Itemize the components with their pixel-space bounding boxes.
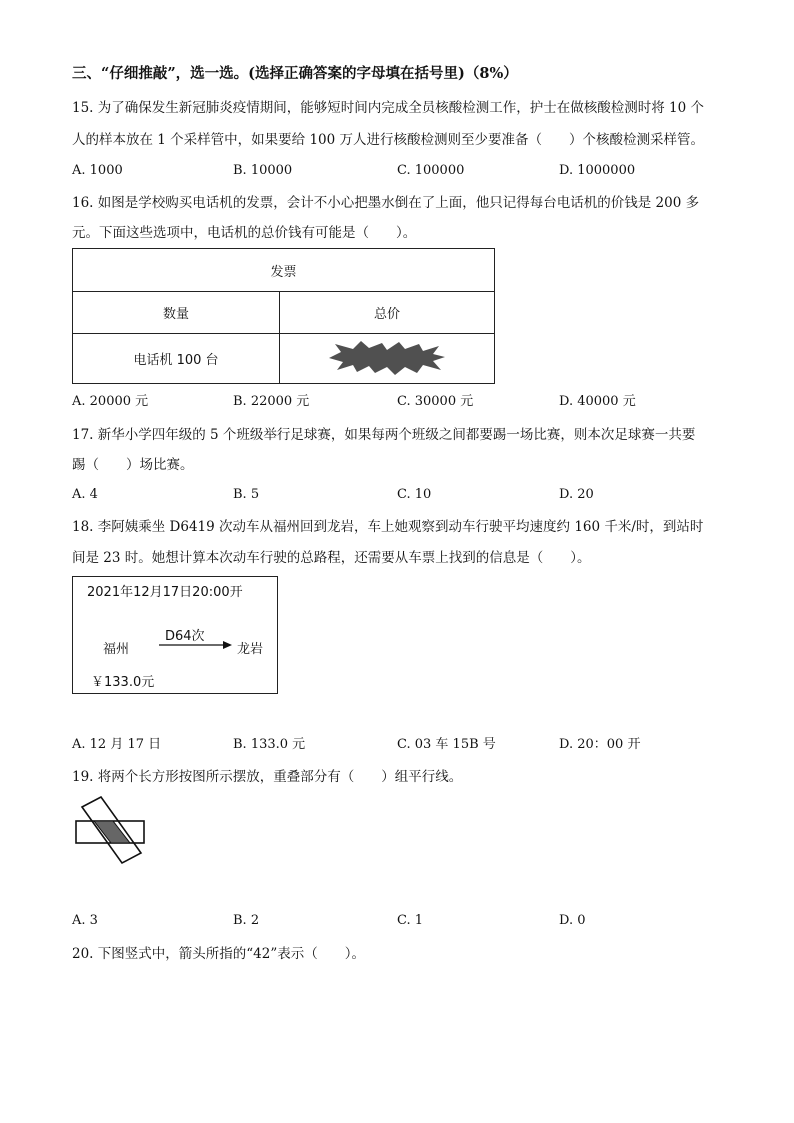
invoice-col-quantity: 数量	[73, 291, 280, 333]
q19-option-c: C. 1	[397, 913, 424, 928]
invoice-title: 发票	[270, 264, 297, 280]
q18-option-d: D. 20：00 开	[559, 737, 641, 752]
section-title: 三、“仔细推敲”，选一选。(选择正确答案的字母填在括号里)（8%）	[72, 65, 518, 82]
q17-option-a: A. 4	[72, 487, 98, 502]
q15-option-b: B. 10000	[233, 163, 293, 178]
q19-option-a: A. 3	[72, 913, 98, 928]
ticket-price: ￥133.0元	[91, 675, 155, 690]
q18-line-2: 间是 23 时。她想计算本次动车行驶的总路程，还需要从车票上找到的信息是（ ）。	[72, 550, 591, 566]
invoice-header-row	[73, 291, 494, 334]
q15-line-2: 人的样本放在 1 个采样管中，如果要给 100 万人进行核酸检测则至少要准备（ ）个核酸检测采样管。	[72, 132, 705, 148]
q15-line-1: 15. 为了确保发生新冠肺炎疫情期间，能够短时间内完成全员核酸检测工作，护士在做核酸检测时将 10 个	[72, 100, 705, 116]
arrow-icon	[159, 639, 233, 651]
q19-option-d: D. 0	[559, 913, 586, 928]
invoice-item-row	[73, 333, 494, 383]
q15-option-c: C. 100000	[397, 163, 465, 178]
q17-line-1: 17. 新华小学四年级的 5 个班级举行足球赛，如果每两个班级之间都要踢一场比赛，则本次足球赛一共要	[72, 427, 696, 443]
q18-option-c: C. 03 车 15B 号	[397, 737, 496, 752]
q17-option-b: B. 5	[233, 487, 260, 502]
q17-option-c: C. 10	[397, 487, 432, 502]
q16-line-1: 16. 如图是学校购买电话机的发票，会计不小心把墨水倒在了上面，他只记得每台电话机的价钱是 200 多	[72, 195, 700, 211]
q17-option-d: D. 20	[559, 487, 594, 502]
q18-line-1: 18. 李阿姨乘坐 D6419 次动车从福州回到龙岩，车上她观察到动车行驶平均速度约 160 千米/时，到站时	[72, 519, 704, 535]
ink-blot	[280, 333, 494, 383]
q15-option-d: D. 1000000	[559, 163, 636, 178]
q16-option-d: D. 40000 元	[559, 394, 636, 409]
ticket-from: 福州	[103, 642, 130, 657]
ticket-to: 龙岩	[237, 642, 264, 657]
q19-line-1: 19. 将两个长方形按图所示摆放，重叠部分有（ ）组平行线。	[72, 769, 463, 785]
invoice-table	[72, 248, 495, 384]
ink-blot-icon	[327, 340, 447, 376]
train-ticket	[72, 576, 278, 694]
ticket-datetime: 2021年12月17日20:00开	[87, 585, 243, 600]
q18-option-b: B. 133.0 元	[233, 737, 306, 752]
q15-option-a: A. 1000	[72, 163, 123, 178]
q16-option-a: A. 20000 元	[72, 394, 149, 409]
overlapping-rectangles-figure	[72, 796, 150, 868]
invoice-item: 电话机 100 台	[73, 333, 280, 383]
invoice-title-row	[73, 249, 494, 292]
q17-line-2: 踢（ ）场比赛。	[72, 457, 194, 473]
q16-option-b: B. 22000 元	[233, 394, 310, 409]
q16-line-2: 元。下面这些选项中，电话机的总价钱有可能是（ ）。	[72, 225, 417, 241]
q18-option-a: A. 12 月 17 日	[72, 737, 162, 752]
q16-option-c: C. 30000 元	[397, 394, 474, 409]
q19-option-b: B. 2	[233, 913, 260, 928]
q20-line-1: 20. 下图竖式中，箭头所指的“42”表示（ ）。	[72, 946, 365, 962]
invoice-col-total: 总价	[373, 306, 400, 322]
ticket-train-number: D64次	[165, 629, 205, 644]
